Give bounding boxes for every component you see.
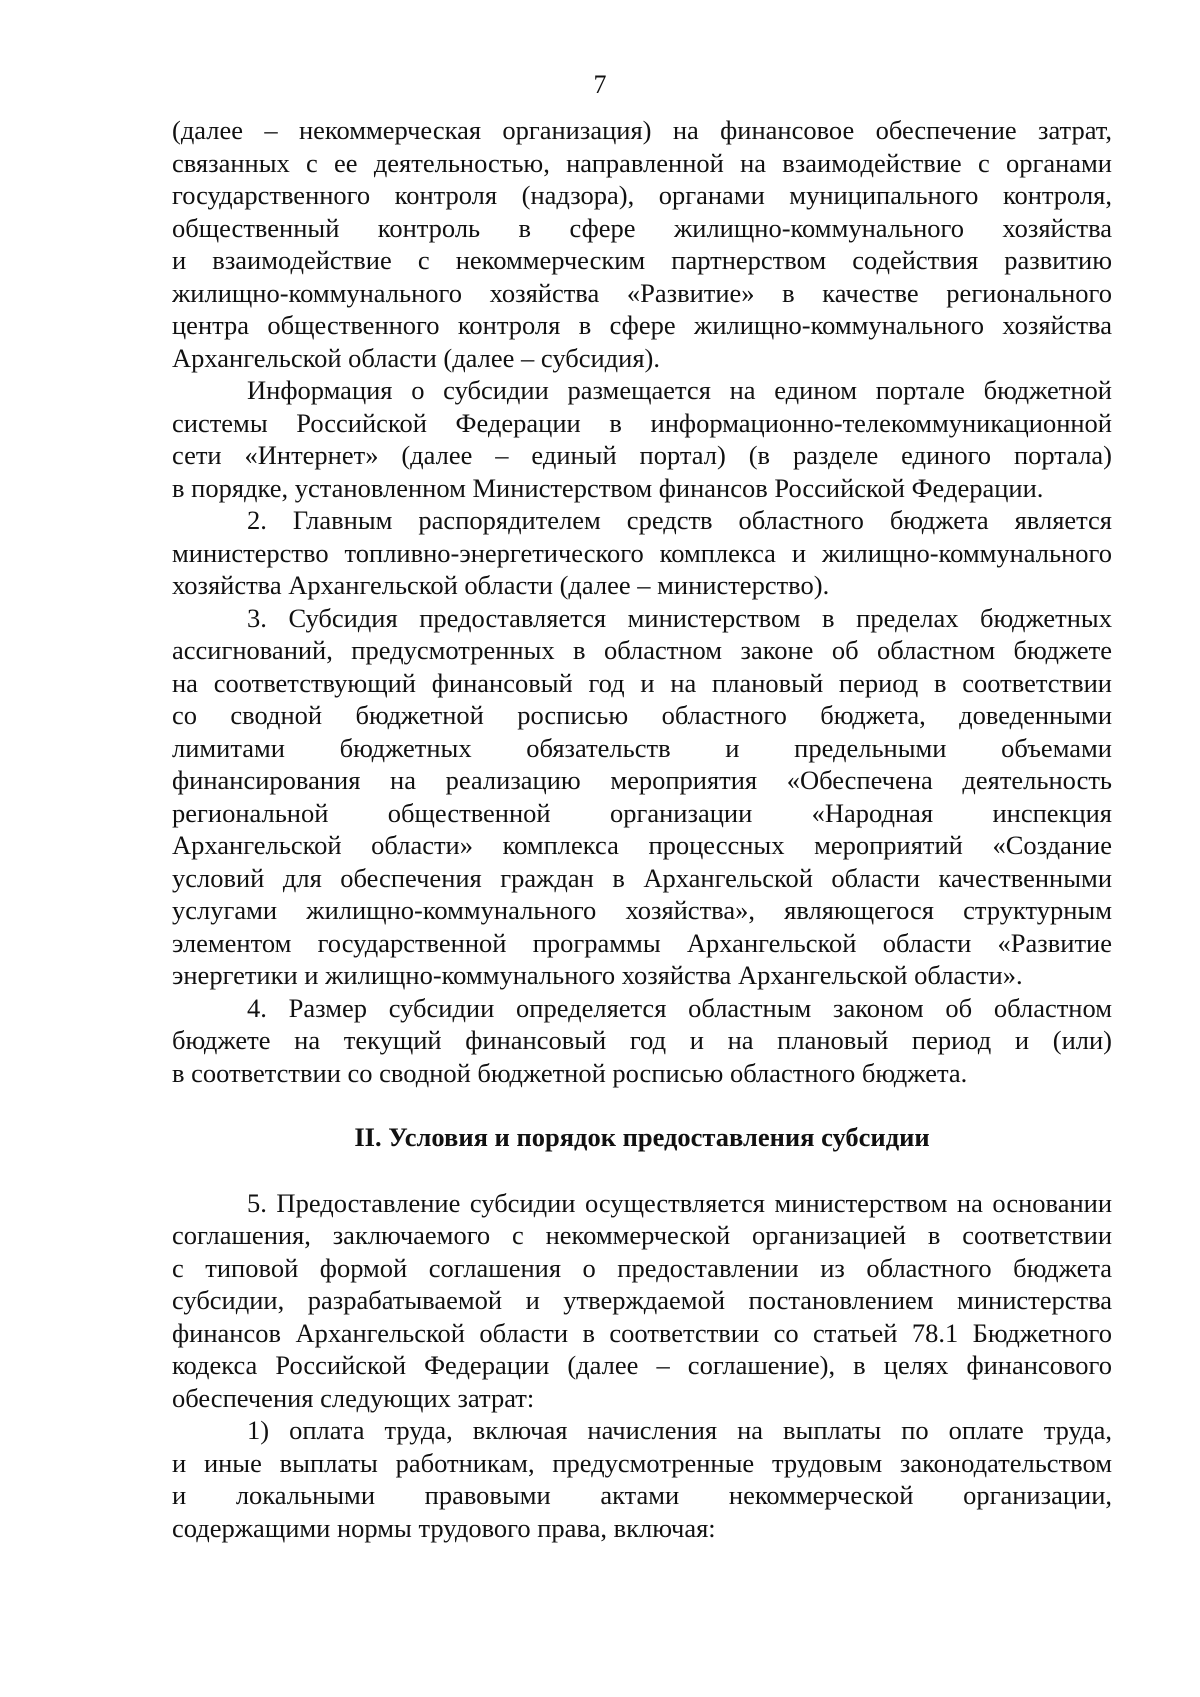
- text-line: (далее – некоммерческая организация) на финансовое обеспечение затрат,: [172, 115, 1112, 145]
- text-line: обеспечения следующих затрат:: [172, 1382, 535, 1413]
- text-line: и иные выплаты работникам, предусмотренные трудовым законодательством: [172, 1447, 1112, 1478]
- intro-paragraph: [172, 114, 1112, 374]
- document-body: [172, 114, 1112, 1544]
- clause-5: [172, 1187, 1112, 1415]
- text-line: финансов Архангельской области в соответствии со статьей 78.1 Бюджетного: [172, 1317, 1112, 1348]
- text-line: бюджете на текущий финансовый год и на плановый период и (или): [172, 1025, 1112, 1055]
- text-line: с типовой формой соглашения о предоставлении из областного бюджета: [172, 1252, 1112, 1283]
- text-line: 5. Предоставление субсидии осуществляется министерством на основании: [247, 1187, 1112, 1218]
- text-line: системы Российской Федерации в информационно-телекоммуникационной: [172, 407, 1112, 438]
- text-line: 1) оплата труда, включая начисления на выплаты по оплате труда,: [247, 1415, 1112, 1445]
- text-line: в порядке, установленном Министерством финансов Российской Федерации.: [172, 472, 1044, 503]
- text-line: 2. Главным распорядителем средств областного бюджета является: [247, 505, 1112, 535]
- clause-5-item-1: [172, 1414, 1112, 1544]
- clause-2: [172, 504, 1112, 602]
- text-line: государственного контроля (надзора), органами муниципального контроля,: [172, 180, 1112, 210]
- section-heading: II. Условия и порядок предоставления субсидии: [354, 1122, 930, 1152]
- text-line: элементом государственной программы Архангельской области «Развитие: [172, 927, 1112, 958]
- text-line: региональной общественной организации «Народная инспекция: [172, 797, 1112, 828]
- text-line: лимитами бюджетных обязательств и предельными объемами: [172, 732, 1112, 763]
- text-line: 3. Субсидия предоставляется министерством в пределах бюджетных: [247, 602, 1112, 633]
- text-line: энергетики и жилищно-коммунального хозяйства Архангельской области».: [172, 960, 1023, 990]
- text-line: Архангельской области (далее – субсидия).: [172, 342, 660, 373]
- text-line: центра общественного контроля в сфере жилищно-коммунального хозяйства: [172, 310, 1112, 340]
- text-line: жилищно-коммунального хозяйства «Развитие» в качестве регионального: [172, 277, 1112, 308]
- page-number: 7: [593, 70, 607, 99]
- text-line: финансирования на реализацию мероприятия «Обеспечена деятельность: [172, 765, 1112, 795]
- text-line: со сводной бюджетной росписью областного бюджета, доведенными: [172, 700, 1112, 730]
- text-line: хозяйства Архангельской области (далее – министерство).: [172, 570, 830, 600]
- portal-info-paragraph: [172, 374, 1112, 504]
- text-line: Архангельской области» комплекса процессных мероприятий «Создание: [172, 830, 1112, 860]
- clause-3: [172, 602, 1112, 992]
- text-line: услугами жилищно-коммунального хозяйства», являющегося структурным: [172, 895, 1112, 925]
- text-line: содержащими нормы трудового права, включая:: [172, 1512, 716, 1543]
- text-line: субсидии, разрабатываемой и утверждаемой постановлением министерства: [172, 1285, 1112, 1315]
- text-line: и взаимодействие с некоммерческим партнерством содействия развитию: [172, 245, 1112, 275]
- text-line: и локальными правовыми актами некоммерческой организации,: [172, 1480, 1112, 1510]
- clause-4: [172, 992, 1112, 1090]
- text-line: 4. Размер субсидии определяется областным законом об областном: [247, 992, 1112, 1023]
- text-line: сети «Интернет» (далее – единый портал) (в разделе единого портала): [172, 440, 1112, 470]
- text-line: ассигнований, предусмотренных в областном законе об областном бюджете: [172, 635, 1112, 665]
- text-line: условий для обеспечения граждан в Архангельской области качественными: [172, 862, 1112, 893]
- text-line: связанных с ее деятельностью, направленной на взаимодействие с органами: [172, 147, 1112, 178]
- text-line: в соответствии со сводной бюджетной росписью областного бюджета.: [172, 1057, 968, 1088]
- text-line: кодекса Российской Федерации (далее – соглашение), в целях финансового: [172, 1350, 1112, 1380]
- text-line: соглашения, заключаемого с некоммерческой организацией в соответствии: [172, 1220, 1112, 1250]
- text-line: министерство топливно-энергетического комплекса и жилищно-коммунального: [172, 537, 1112, 568]
- text-line: Информация о субсидии размещается на едином портале бюджетной: [247, 375, 1112, 405]
- text-line: общественный контроль в сфере жилищно-коммунального хозяйства: [172, 212, 1112, 243]
- text-line: на соответствующий финансовый год и на плановый период в соответствии: [172, 667, 1112, 698]
